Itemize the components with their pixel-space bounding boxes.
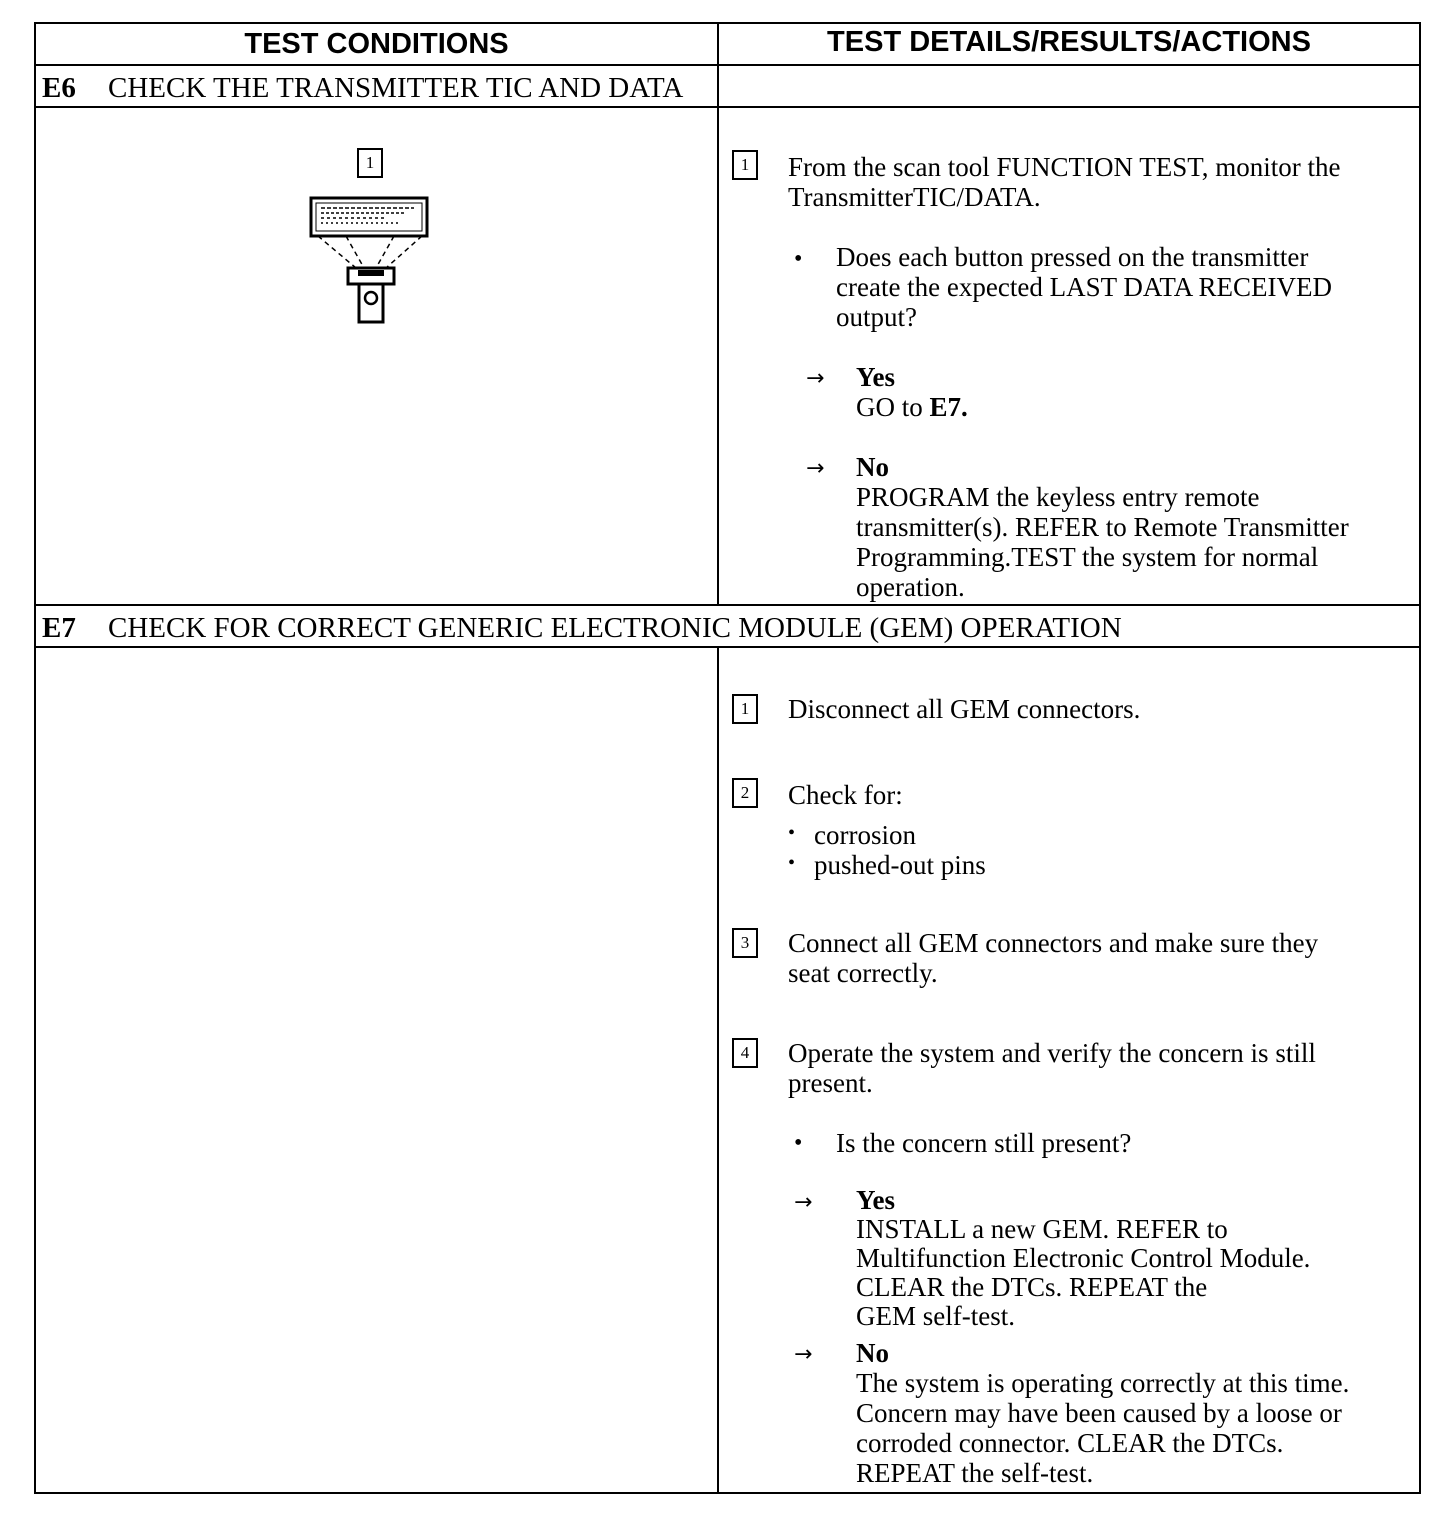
e7-step-4-text bbox=[788, 1038, 1316, 1098]
e7-title-text: CHECK FOR CORRECT GENERIC ELECTRONIC MODULE (GEM) OPERATION bbox=[108, 612, 1122, 644]
e7-step-4-box: 4 bbox=[732, 1038, 758, 1068]
e7-question-text: Is the concern still present? bbox=[836, 1128, 1132, 1158]
e6-yes-target: E7. bbox=[929, 392, 968, 422]
illustration-step-box: 1 bbox=[357, 148, 383, 178]
header-test-details: TEST DETAILS/RESULTS/ACTIONS bbox=[827, 26, 1311, 58]
e7-step-id: E7 bbox=[42, 612, 76, 644]
e6-question-line-2: create the expected LAST DATA RECEIVED bbox=[836, 272, 1332, 302]
e7-yes-arrow: → bbox=[794, 1190, 813, 1215]
e7-step-2-item-1: corrosion bbox=[814, 820, 916, 850]
e6-step-1-box: 1 bbox=[732, 150, 758, 180]
e6-illustration bbox=[306, 148, 436, 323]
e7-step-3-text bbox=[788, 928, 1318, 988]
e7-step-4-line-1: Operate the system and verify the concern is still bbox=[788, 1038, 1316, 1068]
e7-step-2-bullet-1: • bbox=[788, 822, 796, 844]
e7-title-divider bbox=[36, 646, 1419, 648]
header-test-conditions: TEST CONDITIONS bbox=[244, 28, 509, 60]
e6-no-line-4: operation. bbox=[856, 572, 965, 602]
e7-step-3-line-2: seat correctly. bbox=[788, 958, 938, 988]
e6-step-1-line-1: From the scan tool FUNCTION TEST, monitor the bbox=[788, 152, 1341, 182]
e6-section-title bbox=[42, 72, 683, 105]
e7-no-arrow: → bbox=[794, 1342, 813, 1367]
e6-no-block bbox=[856, 452, 1349, 602]
e6-yes-arrow: → bbox=[806, 366, 825, 391]
column-divider-e6 bbox=[717, 106, 719, 604]
e7-yes-line-1: INSTALL a new GEM. REFER to bbox=[856, 1214, 1228, 1244]
e7-no-line-4: REPEAT the self-test. bbox=[856, 1458, 1094, 1488]
e6-title-text: CHECK THE TRANSMITTER TIC AND DATA bbox=[108, 72, 684, 104]
e6-question-line-1: Does each button pressed on the transmitter bbox=[836, 242, 1309, 272]
e6-step-id: E6 bbox=[42, 72, 76, 104]
e7-step-4-line-2: present. bbox=[788, 1068, 873, 1098]
e6-yes-label: Yes bbox=[856, 362, 895, 392]
e7-no-line-1: The system is operating correctly at this time. bbox=[856, 1368, 1350, 1398]
e6-question-line-3: output? bbox=[836, 302, 917, 332]
e6-question-bullet: • bbox=[794, 246, 803, 272]
e7-yes-line-2: Multifunction Electronic Control Module. bbox=[856, 1243, 1311, 1273]
e7-yes-line-3: CLEAR the DTCs. REPEAT the bbox=[856, 1272, 1208, 1302]
e6-step-1-line-2: TransmitterTIC/DATA. bbox=[788, 182, 1041, 212]
e7-no-label: No bbox=[856, 1338, 889, 1368]
e7-no-line-3: corroded connector. CLEAR the DTCs. bbox=[856, 1428, 1284, 1458]
e7-step-2-bullet-2: • bbox=[788, 852, 796, 874]
e7-step-2-box: 2 bbox=[732, 778, 758, 808]
e7-step-3-line-1: Connect all GEM connectors and make sure they bbox=[788, 928, 1319, 958]
e6-question-text bbox=[836, 242, 1332, 332]
e7-step-3-box: 3 bbox=[732, 928, 758, 958]
e7-section-title bbox=[42, 612, 1122, 645]
e6-yes-action bbox=[856, 392, 968, 422]
e6-no-line-3: Programming.TEST the system for normal bbox=[856, 542, 1319, 572]
e6-no-line-1: PROGRAM the keyless entry remote bbox=[856, 482, 1260, 512]
e7-step-1-text: Disconnect all GEM connectors. bbox=[788, 694, 1141, 724]
e7-step-2-text: Check for: bbox=[788, 780, 903, 810]
e7-no-block bbox=[856, 1338, 1349, 1488]
e6-no-label: No bbox=[856, 452, 889, 482]
diagnostic-table bbox=[34, 22, 1421, 1494]
e7-step-1-box: 1 bbox=[732, 694, 758, 724]
e7-step-2-item-2: pushed-out pins bbox=[814, 850, 986, 880]
e7-yes-line-4: GEM self-test. bbox=[856, 1301, 1015, 1331]
header-divider bbox=[36, 64, 1419, 66]
e6-no-line-2: transmitter(s). REFER to Remote Transmitter bbox=[856, 512, 1349, 542]
e7-top-divider bbox=[36, 604, 1419, 606]
e6-no-arrow: → bbox=[806, 456, 825, 481]
e6-step-1-text bbox=[788, 152, 1340, 212]
e7-yes-block bbox=[856, 1186, 1310, 1331]
e6-yes-prefix: GO to bbox=[856, 392, 930, 422]
scan-tool-illustration bbox=[306, 188, 436, 328]
column-divider-e7 bbox=[717, 646, 719, 1492]
e6-yes-block bbox=[856, 362, 968, 422]
e7-yes-label: Yes bbox=[856, 1185, 895, 1215]
e7-question-bullet: • bbox=[794, 1130, 803, 1156]
e6-title-divider bbox=[36, 106, 1419, 108]
e7-no-line-2: Concern may have been caused by a loose or bbox=[856, 1398, 1342, 1428]
